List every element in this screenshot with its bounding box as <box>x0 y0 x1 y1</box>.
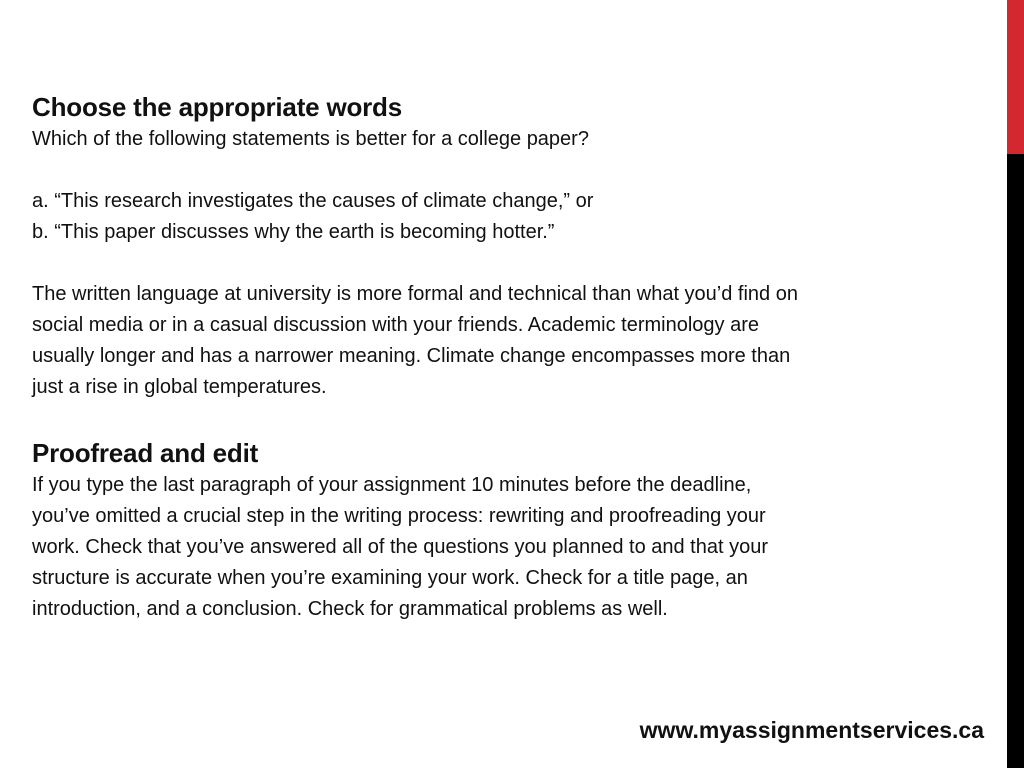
paragraph-line: you’ve omitted a crucial step in the writing process: rewriting and proofreading your <box>32 505 766 527</box>
accent-bar-red-segment <box>1007 0 1024 154</box>
slide-content <box>32 90 962 625</box>
option-a: a. “This research investigates the causes of climate change,” or <box>32 190 594 212</box>
option-b: b. “This paper discusses why the earth is becoming hotter.” <box>32 221 555 243</box>
right-accent-bar <box>1007 0 1024 768</box>
spacer <box>32 248 962 279</box>
section-heading-choose-words: Choose the appropriate words <box>32 92 403 122</box>
paragraph-formal-language <box>32 279 962 403</box>
spacer <box>32 403 962 436</box>
paragraph-line: social media or in a casual discussion with your friends. Academic terminology are <box>32 314 760 336</box>
accent-bar-black-segment <box>1007 154 1024 768</box>
paragraph-line: usually longer and has a narrower meaning. Climate change encompasses more than <box>32 345 791 367</box>
paragraph-line: work. Check that you’ve answered all of the questions you planned to and that your <box>32 536 769 558</box>
question-text: Which of the following statements is better for a college paper? <box>32 128 589 150</box>
paragraph-proofread <box>32 470 962 625</box>
paragraph-line: If you type the last paragraph of your assignment 10 minutes before the deadline, <box>32 474 752 496</box>
footer-website-url: www.myassignmentservices.ca <box>639 717 984 743</box>
paragraph-line: The written language at university is more formal and technical than what you’d find on <box>32 283 798 305</box>
section-heading-proofread: Proofread and edit <box>32 438 259 468</box>
paragraph-line: structure is accurate when you’re examining your work. Check for a title page, an <box>32 567 748 589</box>
paragraph-line: just a rise in global temperatures. <box>32 376 327 398</box>
spacer <box>32 155 962 186</box>
paragraph-line: introduction, and a conclusion. Check for grammatical problems as well. <box>32 598 668 620</box>
